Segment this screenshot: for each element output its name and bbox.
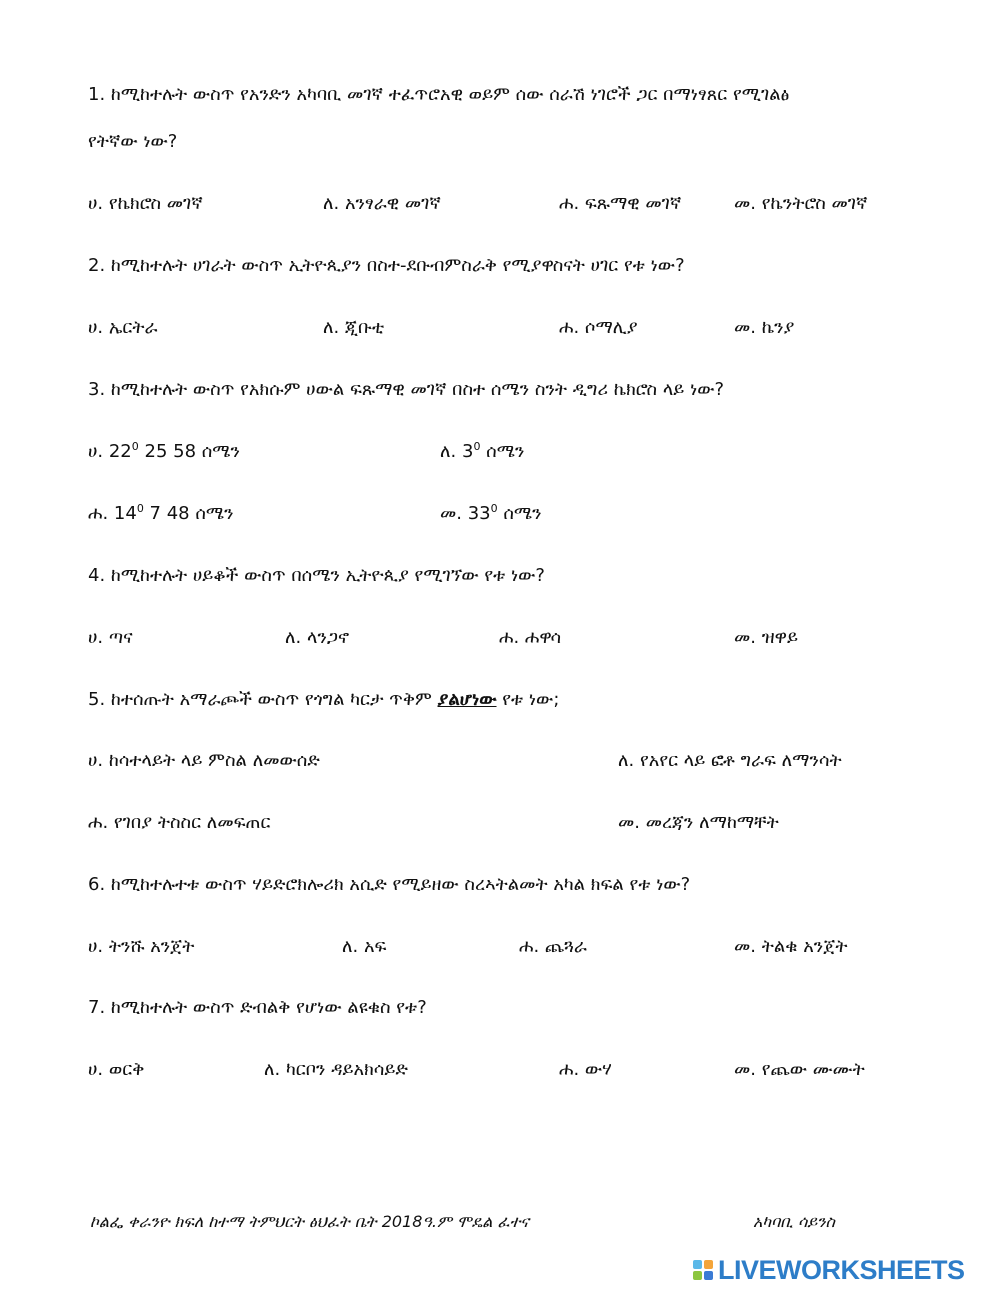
q5-option-b[interactable]: ለ. የአየር ላይ ፎቶ ግራፍ ለማንሳት	[618, 750, 842, 771]
q3-option-a[interactable]	[88, 440, 240, 464]
q3-option-c-suffix: 7 48 ሰሜን	[143, 503, 234, 524]
question-1-stem: 1. ከሚከተሉት ውስጥ የአንድን አካባቢ መገኛ ተፈጥሮአዊ ወይም ሰው ሰራሽ ነገሮች ጋር በማነፃጸር የሚገልፅ	[88, 84, 790, 105]
q1-option-c[interactable]: ሐ. ፍጹማዊ መገኛ	[559, 193, 682, 214]
footer-subject: አካባቢ ሳይንስ	[753, 1212, 835, 1231]
q4-option-c[interactable]: ሐ. ሐዋሳ	[499, 627, 562, 648]
question-6-stem: 6. ከሚከተሉተቱ ውስጥ ሃይድሮክሎሪክ አሲድ የሚይዘው ስረኣትልመት አካል ክፍል የቱ ነው?	[88, 874, 691, 895]
q7-option-c[interactable]: ሐ. ውሃ	[559, 1059, 612, 1080]
q3-option-b-suffix: ሰሜን	[480, 441, 525, 462]
q5-option-d[interactable]: መ. መረጃን ለማከማቸት	[618, 812, 779, 833]
q5-option-c[interactable]: ሐ. የገበያ ትስስር ለመፍጠር	[88, 812, 271, 833]
q2-option-d[interactable]: መ. ኬንያ	[734, 317, 795, 338]
q4-option-a[interactable]: ሀ. ጣና	[88, 627, 133, 648]
q4-option-d[interactable]: መ. ዝዋይ	[734, 627, 799, 648]
q7-option-a[interactable]: ሀ. ወርቅ	[88, 1059, 145, 1080]
q1-option-b[interactable]: ለ. አንፃራዊ መገኛ	[323, 193, 441, 214]
q3-option-c[interactable]	[88, 502, 234, 526]
question-3-stem: 3. ከሚከተሉት ውስጥ የአክሱም ሀውል ፍጹማዊ መገኛ በስተ ሰሜን ስንት ዲግሪ ኬክሮስ ላይ ነው?	[88, 379, 725, 400]
q5-option-a[interactable]: ሀ. ከሳተላይት ላይ ምስል ለመውሰድ	[88, 750, 320, 771]
q4-option-b[interactable]: ለ. ላንጋኖ	[285, 627, 350, 648]
q2-option-c[interactable]: ሐ. ሶማሊያ	[559, 317, 638, 338]
degree-sign: 0	[473, 440, 481, 453]
q7-option-b[interactable]: ለ. ካርቦን ዳይአክሳይድ	[264, 1059, 408, 1080]
question-1-stem-cont: የትኛው ነው?	[88, 131, 178, 152]
q3-option-c-prefix: ሐ. 14	[88, 503, 137, 524]
q1-option-a[interactable]: ሀ. የኬክሮስ መገኛ	[88, 193, 203, 214]
q3-option-d[interactable]	[440, 502, 542, 526]
q6-option-b[interactable]: ለ. አፍ	[342, 936, 387, 957]
degree-sign: 0	[131, 440, 139, 453]
q3-option-b-prefix: ለ. 3	[440, 441, 474, 462]
question-5-stem-start: 5. ከተሰጡት አማራጮች ውስጥ የጎግል ካርታ ጥቅም	[88, 689, 438, 710]
q3-option-b[interactable]	[440, 440, 524, 464]
emphasis-underlined: ያልሆነው	[437, 689, 497, 710]
q3-option-a-prefix: ሀ. 22	[88, 441, 132, 462]
q3-option-a-suffix: 25 58 ሰሜን	[138, 441, 240, 462]
question-7-stem: 7. ከሚከተሉት ውስጥ ድብልቅ የሆነው ልዩቁስ የቱ?	[88, 997, 427, 1018]
q6-option-c[interactable]: ሐ. ጨጓራ	[519, 936, 587, 957]
q1-option-d[interactable]: መ. የኬንትሮስ መገኛ	[734, 193, 868, 214]
q3-option-d-suffix: ሰሜን	[497, 503, 542, 524]
brand-name: LIVEWORKSHEETS	[718, 1254, 965, 1285]
footer-school-exam: ኮልፌ ቀራንዮ ክፍለ ከተማ ትምህርት ፅህፈት ቤት 2018ዓ.ም ሞዴል ፈተና	[90, 1212, 529, 1231]
question-2-stem: 2. ከሚከተሉት ሀገራት ውስጥ ኢትዮጲያን በስተ-ደቡብምስራቅ የሚያዋስናት ሀገር የቱ ነው?	[88, 255, 685, 276]
degree-sign: 0	[136, 502, 144, 515]
question-5-stem-end: የቱ ነው;	[496, 689, 560, 710]
question-4-stem: 4. ከሚከተሉት ሀይቆች ውስጥ በሰሜን ኢትዮጲያ የሚገኘው የቱ ነው?	[88, 565, 545, 586]
q6-option-d[interactable]: መ. ትልቁ አንጀት	[734, 936, 848, 957]
q6-option-a[interactable]: ሀ. ትንሹ አንጀት	[88, 936, 195, 957]
q7-option-d[interactable]: መ. የጨው ሙሙት	[734, 1059, 865, 1080]
q2-option-a[interactable]: ሀ. ኤርትራ	[88, 317, 158, 338]
q2-option-b[interactable]: ለ. ጂቡቲ	[323, 317, 385, 338]
liveworksheets-logo[interactable]	[693, 1254, 965, 1286]
logo-grid-icon	[693, 1260, 713, 1280]
q3-option-d-prefix: መ. 33	[440, 503, 491, 524]
question-5-stem	[88, 688, 559, 712]
degree-sign: 0	[490, 502, 498, 515]
